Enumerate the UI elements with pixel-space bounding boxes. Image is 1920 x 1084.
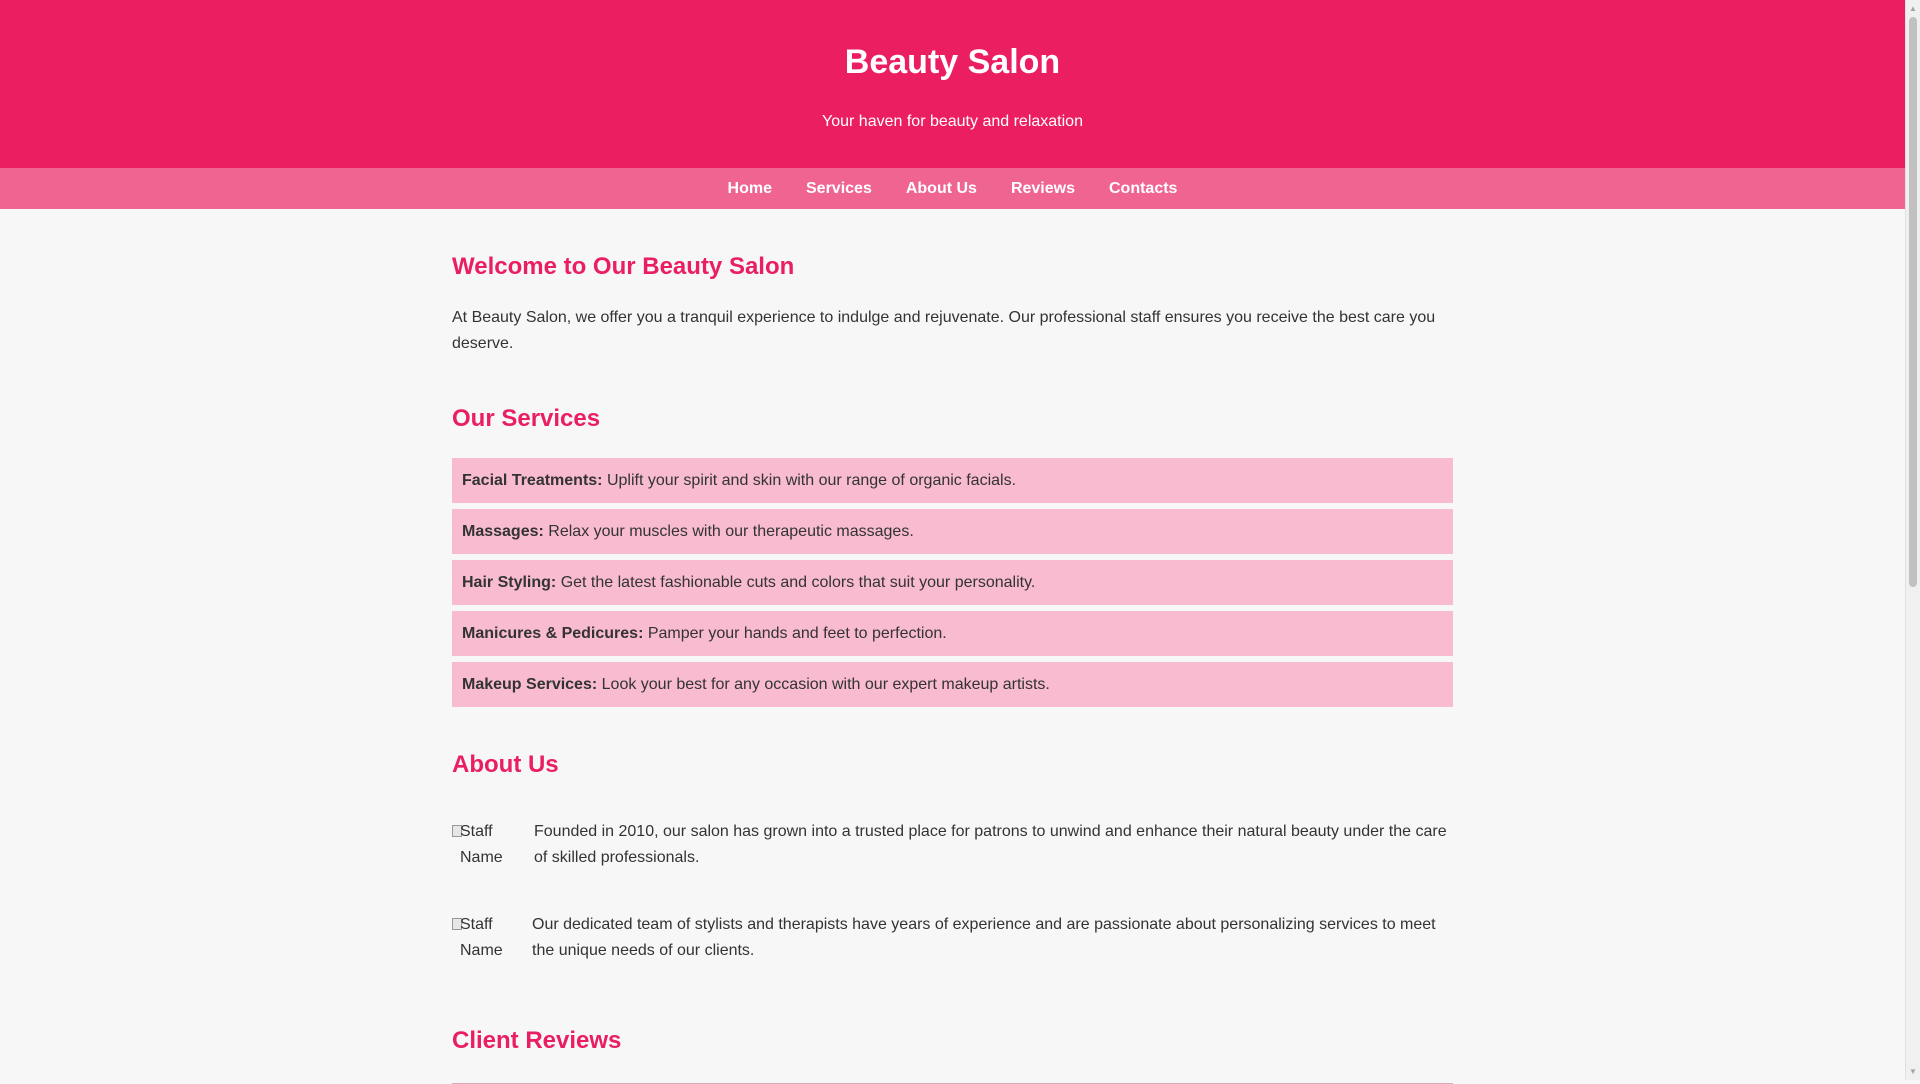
about-title: About Us [452,751,559,778]
nav-link-home[interactable]: Home [727,180,772,197]
service-name: Manicures & Pedicures: [462,625,644,642]
staff-image-alt: Staff Name [460,916,503,959]
service-description: Relax your muscles with our therapeutic massages. [548,523,914,540]
service-item-makeup [452,662,1453,707]
service-description: Pamper your hands and feet to perfection. [647,625,947,642]
service-description: Get the latest fashionable cuts and colors that suit your personality. [560,574,1036,591]
service-item-hair [452,560,1453,605]
services-title: Our Services [452,405,601,432]
site-tagline: Your haven for beauty and relaxation [822,113,1083,130]
service-item-massages [452,509,1453,554]
service-name: Hair Styling: [462,574,557,591]
site-header [0,0,1905,168]
services-section [452,405,1453,713]
welcome-text: At Beauty Salon, we offer you a tranquil experience to indulge and rejuvenate. Our professional staff ensures you receive the best care you deserve. [452,309,1436,352]
service-name: Massages: [462,523,544,540]
main-nav [0,168,1905,209]
about-section [452,751,1453,964]
about-row [452,819,1453,871]
about-text: Founded in 2010, our salon has grown into a trusted place for patrons to unwind and enhance their natural beauty under the care of skilled professionals. [534,823,1447,866]
service-description: Uplift your spirit and skin with our range of organic facials. [606,472,1017,489]
welcome-title: Welcome to Our Beauty Salon [452,253,795,280]
service-item-facial [452,458,1453,503]
scroll-down-icon[interactable]: ▼ [1909,1067,1917,1076]
staff-image [452,819,512,871]
service-name: Facial Treatments: [462,472,603,489]
about-row [452,912,1453,964]
nav-link-reviews[interactable]: Reviews [1010,180,1075,197]
welcome-section [452,253,1453,357]
service-item-nails [452,611,1453,656]
staff-image [452,912,512,964]
staff-image-alt: Staff Name [460,823,503,866]
about-text: Our dedicated team of stylists and therapists have years of experience and are passionate about personalizing services to meet the unique needs of our clients. [532,916,1436,959]
nav-link-services[interactable]: Services [806,180,872,197]
page-scrollbar[interactable] [1905,0,1920,1080]
reviews-section [452,1027,1453,1055]
nav-link-contacts[interactable]: Contacts [1109,180,1178,197]
reviews-title: Client Reviews [452,1027,622,1054]
scrollbar-thumb[interactable] [1909,17,1917,587]
site-title: Beauty Salon [844,43,1061,81]
scroll-up-icon[interactable]: ▲ [1909,4,1917,13]
service-description: Look your best for any occasion with our expert makeup artists. [601,676,1050,693]
service-name: Makeup Services: [462,676,598,693]
nav-link-about-us[interactable]: About Us [905,180,977,197]
services-list [452,458,1453,707]
